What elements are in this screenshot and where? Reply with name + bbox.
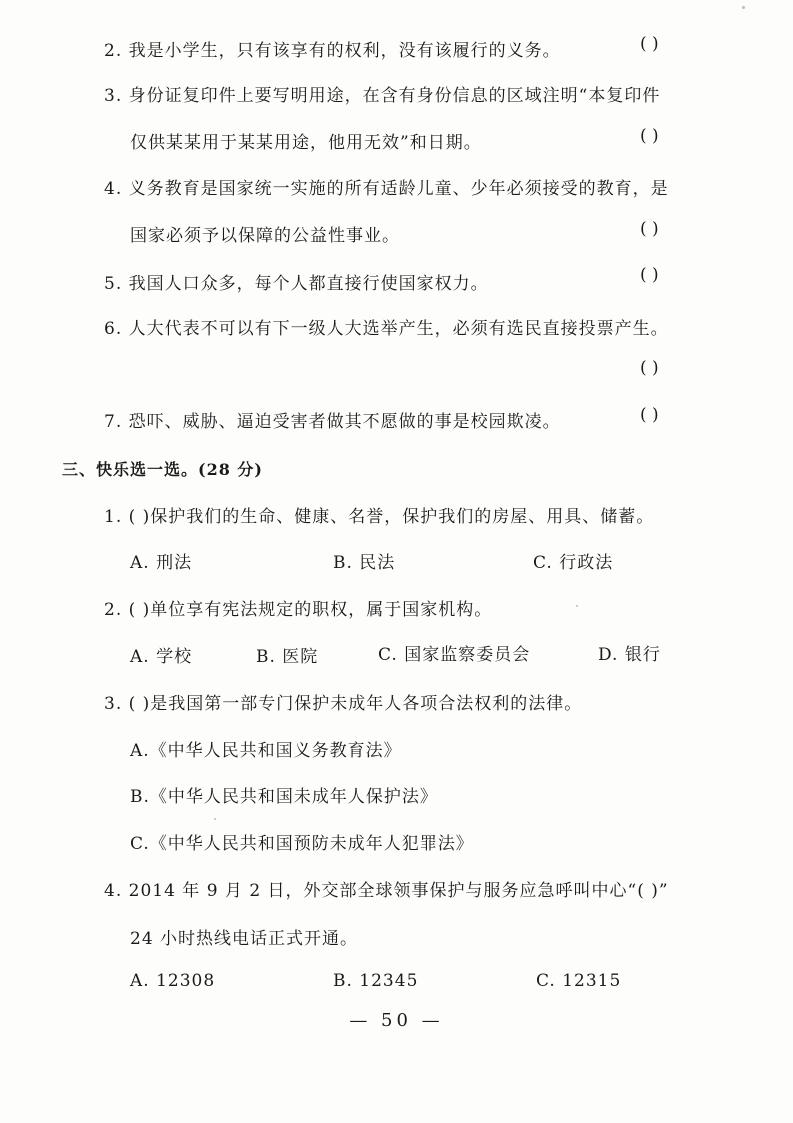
judge-question-4-line1: 4. 义务教育是国家统一实施的所有适龄儿童、少年必须接受的教育，是 <box>104 179 669 199</box>
answer-bracket: ( ) <box>640 405 659 425</box>
answer-bracket: ( ) <box>640 358 659 378</box>
judge-question-5: 5. 我国人口众多，每个人都直接行使国家权力。 <box>104 274 489 294</box>
choice-option-b: B. 民法 <box>333 553 396 573</box>
answer-bracket: ( ) <box>640 219 659 239</box>
scan-speck <box>214 818 216 820</box>
judge-question-4-line2: 国家必须予以保障的公益性事业。 <box>130 226 400 246</box>
choice-option-c: C. 行政法 <box>533 553 614 573</box>
scan-speck <box>742 6 745 9</box>
choice-option-b: B.《中华人民共和国未成年人保护法》 <box>130 787 438 807</box>
choice-question-1-stem: 1. ( )保护我们的生命、健康、名誉，保护我们的房屋、用具、储蓄。 <box>104 507 655 527</box>
judge-question-2: 2. 我是小学生，只有该享有的权利，没有该履行的义务。 <box>104 41 561 61</box>
judge-question-6: 6. 人大代表不可以有下一级人大选举产生，必须有选民直接投票产生。 <box>104 319 669 339</box>
choice-question-2-stem: 2. ( )单位享有宪法规定的职权，属于国家机构。 <box>104 600 493 620</box>
choice-option-a: A. 学校 <box>130 647 193 667</box>
choice-question-3-stem: 3. ( )是我国第一部专门保护未成年人各项合法权利的法律。 <box>104 694 583 714</box>
scan-speck <box>576 605 578 607</box>
section-3-title: 三、快乐选一选。(28 分) <box>62 460 263 479</box>
judge-question-7: 7. 恐吓、威胁、逼迫受害者做其不愿做的事是校园欺凌。 <box>104 412 561 432</box>
choice-option-b: B. 医院 <box>256 647 319 667</box>
judge-question-3-line2: 仅供某某用于某某用途，他用无效”和日期。 <box>130 133 482 153</box>
choice-option-a: A.《中华人民共和国义务教育法》 <box>130 741 402 761</box>
choice-option-a: A. 12308 <box>130 971 216 991</box>
choice-option-d: D. 银行 <box>598 645 661 665</box>
answer-bracket: ( ) <box>640 265 659 285</box>
judge-question-3-line1: 3. 身份证复印件上要写明用途，在含有身份信息的区域注明“本复印件 <box>104 86 661 106</box>
choice-question-4-line2: 24 小时热线电话正式开通。 <box>130 929 359 949</box>
answer-bracket: ( ) <box>640 34 659 54</box>
choice-question-4-line1: 4. 2014 年 9 月 2 日，外交部全球领事保护与服务应急呼叫中心“( )” <box>104 881 669 901</box>
choice-option-c: C.《中华人民共和国预防未成年人犯罪法》 <box>130 834 474 854</box>
choice-option-b: B. 12345 <box>333 971 419 991</box>
choice-option-c: C. 12315 <box>536 971 622 991</box>
answer-bracket: ( ) <box>640 126 659 146</box>
choice-option-a: A. 刑法 <box>130 553 193 573</box>
choice-option-c: C. 国家监察委员会 <box>378 645 531 665</box>
page-number: — 50 — <box>349 1010 444 1031</box>
